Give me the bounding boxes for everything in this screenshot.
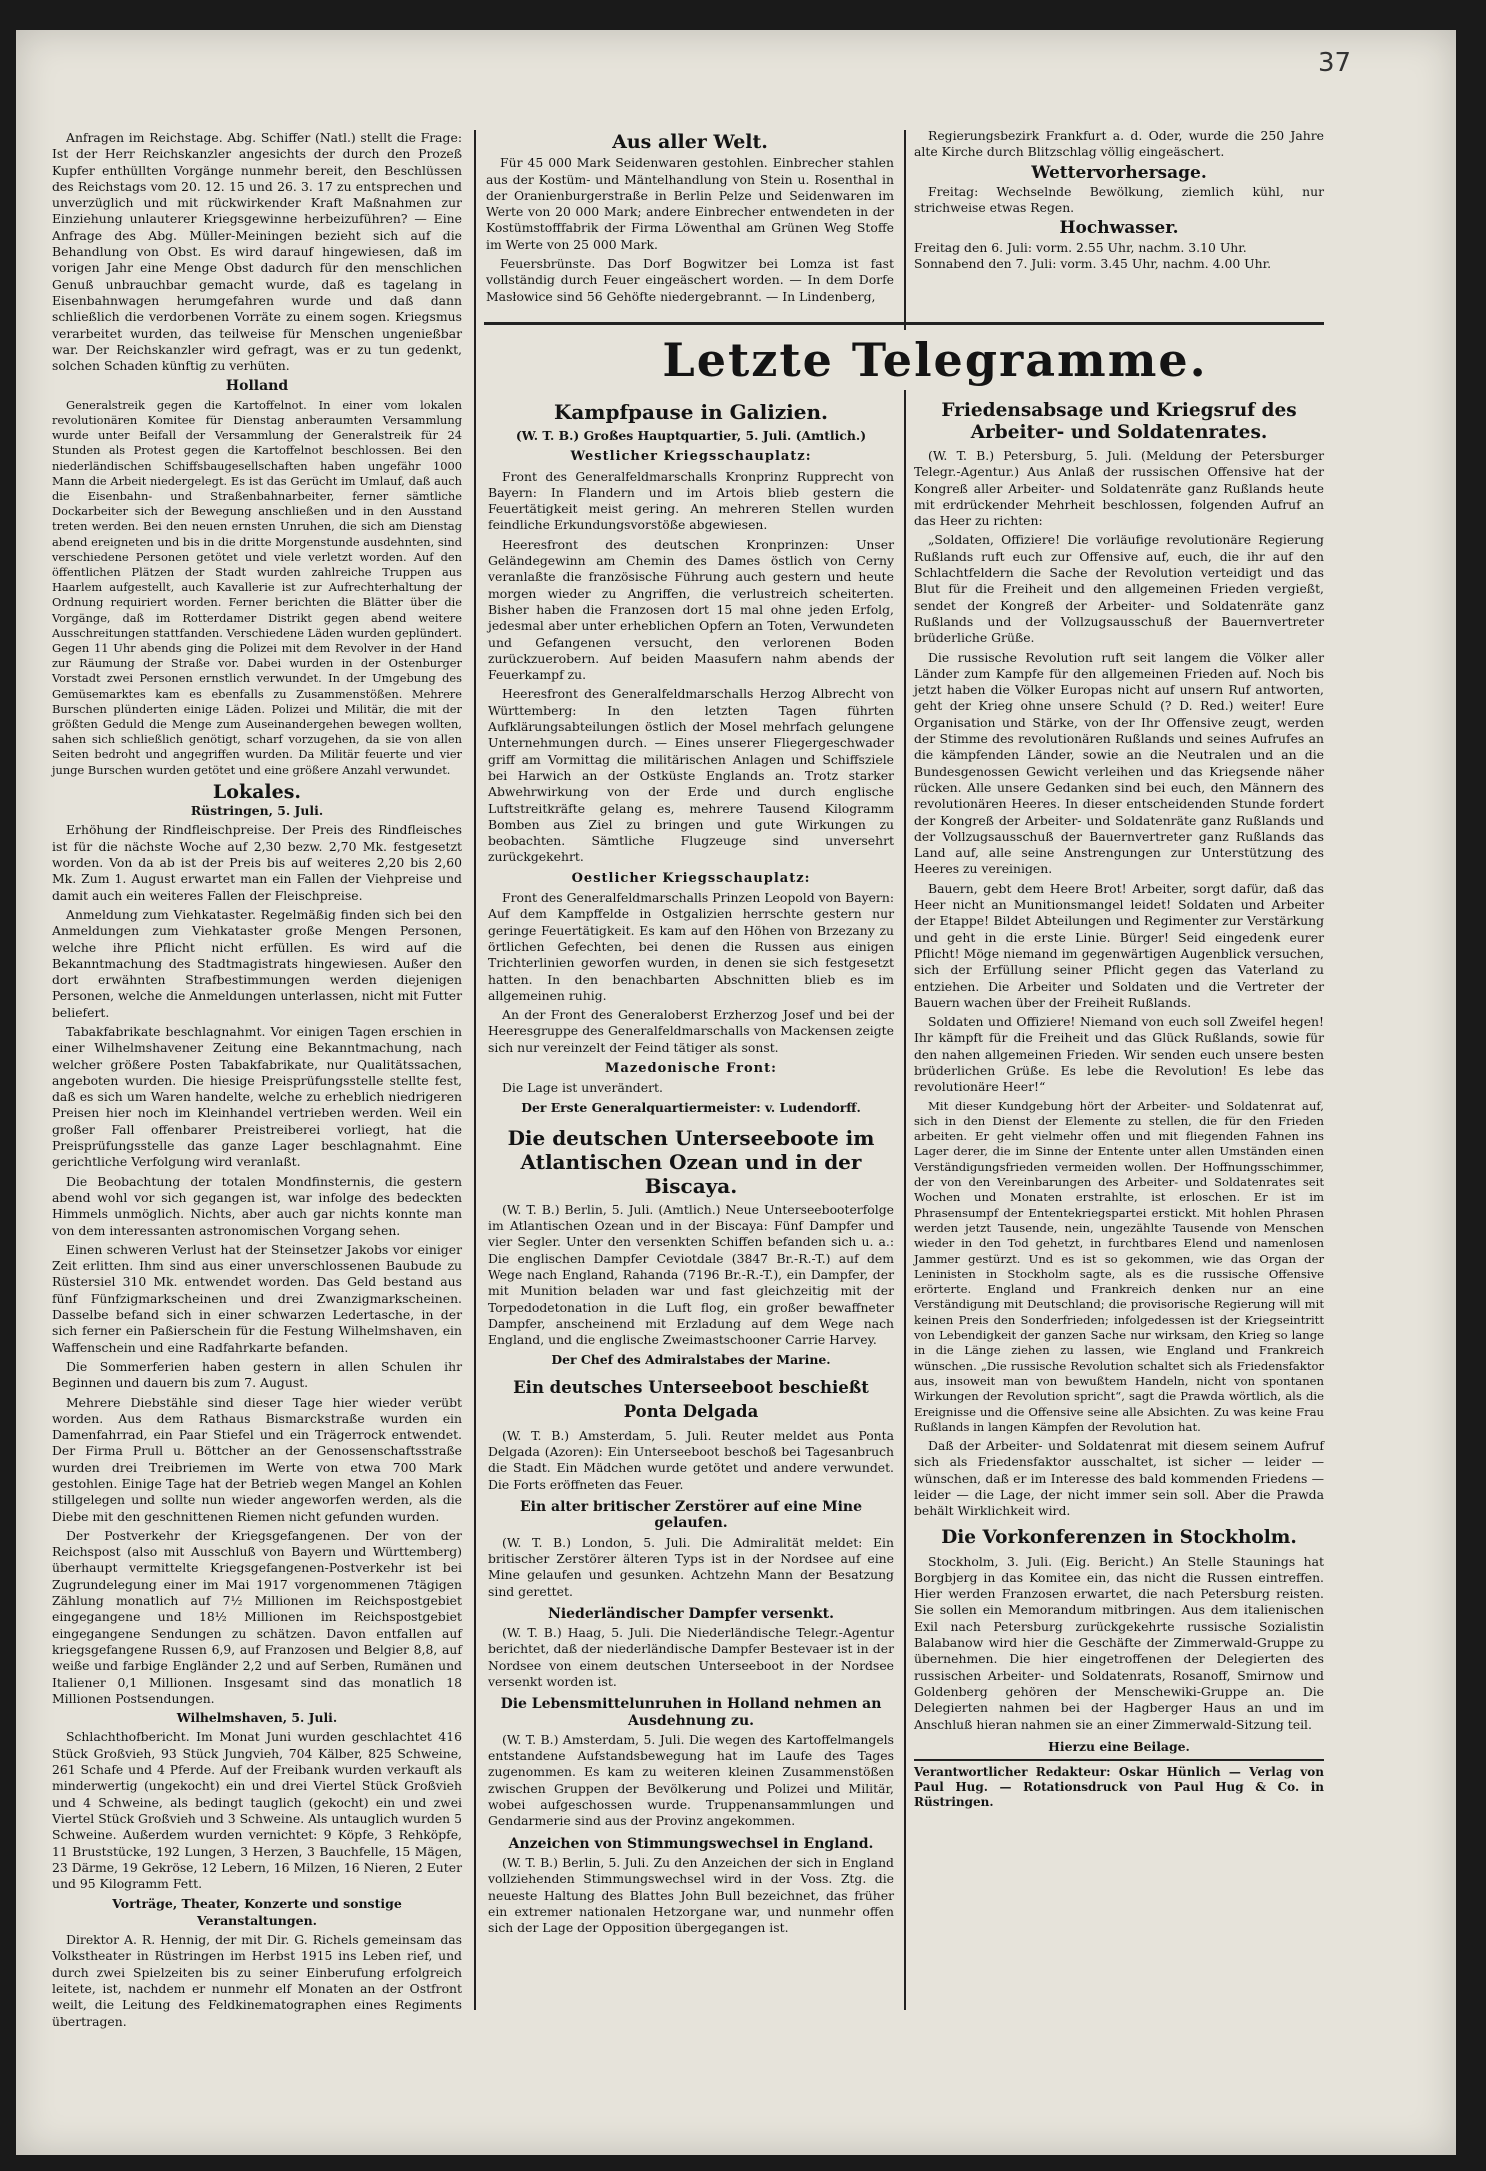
column-right-top	[914, 128, 1324, 272]
heading-ponta-delgada: Ein deutsches Unterseeboot beschießt Ponta Delgada	[513, 1377, 869, 1421]
heading-galizien: Kampfpause in Galizien.	[553, 400, 829, 424]
lokales-item: Einen schweren Verlust hat der Steinsetzer Jakobs vor einiger Zeit erlitten. Ihm sind aus einer unverschlossenen Baubude zu Rüstersiel 310 Mk. entwendet worden. Das Geld bestand aus fünf Fünfzigmarkscheinen und drei Zwanzigmarkscheinen. Dasselbe befand sich in einer schwarzen Ledertasche, in der sich ferner ein Paßierschein für die Festung Wilhelmshaven, ein Waffenschein und eine Radfahrkarte befanden.	[52, 1241, 462, 1355]
lokales-item: Die Sommerferien haben gestern in allen Schulen ihr Beginnen und dauern bis zum 7. August.	[52, 1358, 462, 1391]
page-number: 37	[1318, 48, 1352, 78]
heading-ost: Oestlicher Kriegsschauplatz:	[571, 870, 811, 886]
flood-time: Freitag den 6. Juli: vorm. 2.55 Uhr, nachm. 3.10 Uhr.	[914, 239, 1247, 255]
lokales-item: Anmeldung zum Viehkataster. Regelmäßig finden sich bei den Anmeldungen zum Viehkataster große Mengen Personen, welche ihre Pflicht nicht erfüllen. Es wird auf die Bekanntmachung des Stadtmagistrats hingewiesen. Außer den dort erwähnten Strafbestimmungen werden diejenigen Personen, welche die Anmeldungen unterlassen, nicht mit Futter beliefert.	[52, 906, 462, 1020]
article-seidenwaren: Für 45 000 Mark Seidenwaren gestohlen. Einbrecher stahlen aus der Kostüm- und Mäntelhandlung von Stein u. Rosenthal in der Oranienburgerstraße in Berlin Pelze und Seidenwaren im Werte von 20 000 Mark; andere Einbrecher entwendeten in der Kostümstofffabrik der Firma Löwenthal am Grünen Weg Stoffe im Werte von 25 000 Mark.	[486, 155, 894, 252]
report-dampfer: (W. T. B.) Haag, 5. Juli. Die Niederländische Telegr.-Agentur berichtet, daß der niederländische Dampfer Bestevaer ist in der Nordsee von einem deutschen Unterseeboot in der Nordsee versenkt worden ist.	[488, 1625, 894, 1689]
heading-stockholm: Die Vorkonferenzen in Stockholm.	[941, 1526, 1297, 1548]
column-middle-top	[486, 130, 894, 308]
report-ost: An der Front des Generaloberst Erzherzog Josef und bei der Heeresgruppe des Generalfeldmarschalls von Mackensen zeigte sich nur vereinzelt der Feind tätiger als sonst.	[488, 1007, 894, 1055]
telegram-top-rule	[484, 322, 1324, 325]
article-friedensabsage: Die russische Revolution ruft seit langem die Völker aller Länder zum Kampfe für den allgemeinen Frieden auf. Noch bis jetzt haben die Völker Europas nicht auf unsern Ruf antworten, geht der Krieg ohne unsere Schuld (? D. Red.) weiter! Eure Organisation und Stärke, von der Ihr Offensive zeugt, werden der Stimme des revolutionären Rußlands und seines Aufrufes an die kämpfenden Länder, sowie an die Neutralen und an die Bundesgenossen Gewicht verleihen und das Kriegsende näher rücken. Alle unsere Gedanken sind bei euch, den Männern des revolutionären Heeres. In dieser entscheidenden Stunde fordert der Kongreß der Arbeiter- und Soldatenräte ganz Rußlands und der Vollzugsausschuß der Bauernvertreter ganz Rußlands das Land auf, alle seine Anstrengungen zur Unterstützung des Heeres zu vereinigen.	[914, 649, 1324, 877]
report-lebensmittel: (W. T. B.) Amsterdam, 5. Juli. Die wegen des Kartoffelmangels entstandene Aufstandsbewegung hat im Laufe des Tages zugenommen. Es kam zu weiteren kleinen Zusammenstößen zwischen Gruppen der Bevölkerung und Polizei und Militär, wobei aufgeschossen wurde. Truppenansammlungen und Gendarmerie sind aus der Provinz angekommen.	[488, 1731, 894, 1829]
article-holland: Generalstreik gegen die Kartoffelnot. In einer vom lokalen revolutionären Komitee für Dienstag anberaumten Versammlung wurde unter Beifall der Versammlung der Generalstreik für 24 Stunden als Protest gegen die Kartoffelnot beschlossen. Bei den niederländischen Schiffsbaugesellschaften haben ungefähr 1000 Mann die Arbeit niedergelegt. Es ist das Gerücht im Umlauf, daß auch die Eisenbahn- und Straßenbahnarbeiter, ferner sämtliche Dockarbeiter sich der Bewegung anschließen und in den Ausstand treten werden. Bei den neuen ernsten Unruhen, die sich am Dienstag abend ereigneten und bis in die dritte Morgenstunde ausdehnten, sind verschiedene Personen getötet und viele verletzt worden. Auf den öffentlichen Plätzen der Stadt wurden zahlreiche Truppen aus Haarlem aufgestellt, auch Kavallerie ist zur Aufrechterhaltung der Ordnung requiriert worden. Ferner berichten die Blätter über die Vorgänge, daß im Rotterdamer Distrikt gegen abend weitere Ausschreitungen stattfanden. Verschiedene Läden wurden geplündert. Gegen 11 Uhr abends ging die Polizei mit dem Revolver in der Hand zur Räumung der Straße vor. Dabei wurden in der Ostenburger Vorstadt zwei Personen ernstlich verwundet. In der Umgebung des Gemüsemarktes kam es ebenfalls zu Zusammenstößen. Mehrere Burschen plünderten einige Läden. Polizei und Militär, die mit der größten Geduld die Menge zum Auseinandergehen bewegen wollten, sahen sich schließlich genötigt, scharf vorzugehen, da sie von allen Seiten bedroht und angegriffen wurden. Da Militär feuerte und vier junge Burschen wurden getötet und eine größere Anzahl verwundet.	[52, 397, 462, 777]
lokales-item: Der Postverkehr der Kriegsgefangenen. Der von der Reichspost (also mit Ausschluß von Bayern und Württemberg) überhaupt vermittelte Kriegsgefangenen-Postverkehr ist bei Zugrundelegung einer im Mai 1917 vorgenommenen 7tägigen Zählung monatlich auf 7½ Millionen im Reichspostgebiet eingegangene und 18½ Millionen im Reichspostgebiet eingegangene Sendungen zu schätzen. Davon entfallen auf kriegsgefangene Russen 6,9, auf Franzosen und Belgier 8,8, auf weiße und farbige Engländer 2,2 und auf Serben, Rumänen und Italiener 0,1 Millionen. Insgesamt sind das monatlich 18 Millionen Postsendungen.	[52, 1527, 462, 1706]
report-mazedonien: Die Lage ist unverändert.	[502, 1080, 663, 1096]
article-feuersbruenste: Feuersbrünste. Das Dorf Bogwitzer bei Lomza ist fast vollständig durch Feuer eingeäschert worden. — In dem Dorfe Masłowice sind 56 Gehöfte niedergebrannt. — In Lindenberg,	[486, 256, 894, 304]
signature-admiralstab: Der Chef des Admiralstabes der Marine.	[551, 1351, 831, 1367]
article-friedensabsage: Soldaten und Offiziere! Niemand von euch soll Zweifel hegen! Ihr kämpft für die Freiheit und das Glück Rußlands, sowie für den nahen allgemeinen Frieden. Wir senden euch unsere besten brüderlichen Grüße. Es lebe die Revolution! Es lebe das revolutionäre Heer!“	[914, 1014, 1324, 1095]
lokales-item: Tabakfabrikate beschlagnahmt. Vor einigen Tagen erschien in einer Wilhelmshavener Zeitung eine Bekanntmachung, nach welcher größere Posten Tabakfabrikate, nur Qualitätssachen, angeboten wurden. Die hiesige Preisprüfungsstelle stellte fest, daß es sich um Waren handelte, welche zu erheblich niedrigeren Preisen hier noch im Kleinhandel vertrieben werden. Weil ein großer Fall offenbarer Preistreiberei vorliegt, hat die Preisprüfungsstelle das ganze Lager beschlagnahmt. Eine gerichtliche Verfolgung wird veranlaßt.	[52, 1023, 462, 1170]
article-friedensabsage: „Soldaten, Offiziere! Die vorläufige revolutionäre Regierung Rußlands ruft euch zur Offensive auf, euch, die ihr auf den Schlachtfeldern die Sache der Revolution verteidigt und das Blut für die Freiheit und den allgemeinen Frieden vergießt, sendet der Kongreß der Arbeiter- und Soldatenräte ganz Rußlands und der Vollzugsausschuß der Bauernvertreter brüderliche Grüße.	[914, 532, 1324, 646]
report-west: Front des Generalfeldmarschalls Kronprinz Rupprecht von Bayern: In Flandern und im Artois blieb gestern die Feuertätigkeit meist gering. An mehreren Stellen wurden feindliche Erkundungsvorstöße abgewiesen.	[488, 468, 894, 533]
flood-time: Sonnabend den 7. Juli: vorm. 3.45 Uhr, nachm. 4.00 Uhr.	[914, 256, 1272, 272]
heading-uboote: Die deutschen Unterseeboote im Atlantischen Ozean und in der Biscaya.	[507, 1125, 875, 1198]
notice-beilage: Hierzu eine Beilage.	[914, 1739, 1324, 1761]
heading-lebensmittel: Die Lebensmittelunruhen in Holland nehmen an Ausdehnung zu.	[500, 1696, 882, 1729]
report-zerstoerer: (W. T. B.) London, 5. Juli. Die Admiralität meldet: Ein britischer Zerstörer älteren Typs ist in der Nordsee auf eine Mine gelaufen und gesunken. Achtzehn Mann der Besatzung sind gerettet.	[488, 1534, 894, 1599]
heading-stimmungswechsel: Anzeichen von Stimmungswechsel in England.	[508, 1835, 874, 1852]
report-uboote: (W. T. B.) Berlin, 5. Juli. (Amtlich.) Neue Unterseebooterfolge im Atlantischen Ozean und in der Biscaya: Fünf Dampfer und vier Segler. Unter den versenkten Schiffen befanden sich u. a.: Die englischen Dampfer Ceviotdale (3847 Br.-R.-T.) auf dem Wege nach England, Rahanda (7196 Br.-R.-T.), ein Dampfer, der mit Munition beladen war und fast gleichzeitig mit der Torpedodetonation in die Luft flog, ein großer bewaffneter Dampfer, anscheinend mit Erzladung auf dem Wege nach England, und die englische Zweimastschooner Carrie Harvey.	[488, 1201, 894, 1348]
heading-zerstoerer: Ein alter britischer Zerstörer auf eine Mine gelaufen.	[519, 1499, 863, 1532]
heading-hochwasser: Hochwasser.	[1059, 218, 1179, 239]
article-friedensabsage: Bauern, gebt dem Heere Brot! Arbeiter, sorgt dafür, daß das Heer nicht an Munitionsmangel leidet! Soldaten und Arbeiter der Etappe! Bildet Abteilungen und Regimenter zur Verstärkung und geht in die erste Linie. Bürger! Seid eingedenk eurer Pflicht! Möge niemand im gegenwärtigen Augenblick versuchen, sich der Erfüllung seiner Pflicht gegen das Vaterland zu entziehen. Die Arbeiter und Soldaten und die Vertreter der Bauern wachen über der Freiheit Rußlands.	[914, 880, 1324, 1010]
signature-ludendorff: Der Erste Generalquartiermeister: v. Ludendorff.	[521, 1099, 861, 1115]
article-theater: Direktor A. R. Hennig, der mit Dir. G. Richels gemeinsam das Volkstheater in Rüstringen im Herbst 1915 ins Leben rief, und durch zwei Spielzeiten bis zu seiner Einberufung erfolgreich leitete, ist, nachdem er nunmehr elf Monaten an der Ostfront weilt, die Leitung des Feldkinematographen eines Regiments übertragen.	[52, 1932, 462, 2029]
report-ponta-delgada: (W. T. B.) Amsterdam, 5. Juli. Reuter meldet aus Ponta Delgada (Azoren): Ein Unterseeboot beschoß bei Tagesanbruch die Stadt. Ein Mädchen wurde getötet und andere verwundet. Die Forts eröffneten das Feuer.	[488, 1427, 894, 1492]
heading-aus-aller-welt: Aus aller Welt.	[612, 131, 768, 153]
heading-west: Westlicher Kriegsschauplatz:	[570, 449, 812, 465]
heading-holland: Holland	[225, 378, 289, 395]
article-stockholm: Stockholm, 3. Juli. (Eig. Bericht.) An Stelle Staunings hat Borgbjerg in das Komitee ein, das nicht die Russen eintreffen. Hier werden Franzosen erwartet, die nach Petersburg reisten. Sie sollen ein Memorandum mitbringen. Aus dem italienischen Exil nach Petersburg zurückgekehrte russische Sozialistin Balabanow wird hier die Geschäfte der Zimmerwald-Gruppe zu übernehmen. Die hier eingetroffenen der Delegierten des russischen Arbeiter- und Soldatenrats, Rosanoff, Smirnow und Goldenberg gehören der Menschewiki-Gruppe an. Die Delegierten nahmen bei der Hagberger Haus an und im Anschluß hieran nahmen sie an einer Zimmerwald-Sitzung teil.	[914, 1553, 1324, 1732]
column-left	[52, 130, 462, 2033]
column-rule	[904, 130, 906, 330]
heading-dampfer: Niederländischer Dampfer versenkt.	[548, 1605, 834, 1622]
article-friedensabsage: (W. T. B.) Petersburg, 5. Juli. (Meldung der Petersburger Telegr.-Agentur.) Aus Anlaß der russischen Offensive hat der Kongreß aller Arbeiter- und Soldatenräte ganz Rußlands heute mit erdrückender Mehrheit beschlossen, folgenden Aufruf an das Heer zu richten:	[914, 448, 1324, 529]
lokales-item: Die Beobachtung der totalen Mondfinsternis, die gestern abend wohl vor sich gegangen ist, war infolge des bedeckten Himmels unmöglich. Nichts, aber auch gar nichts konnte man von dem interessanten astronomischen Vorgang sehen.	[52, 1173, 462, 1238]
report-ost: Front des Generalfeldmarschalls Prinzen Leopold von Bayern: Auf dem Kampffelde in Ostgalizien herrschte gestern nur geringe Feuertätigkeit. Es kam auf den Höhen von Brzezany zu örtlichen Gefechten, bei denen die Russen aus einigen Trichterlinien geworfen wurden, in denen sie sich festgesetzt hatten. In den benachbarten Abschnitten blieb es im allgemeinen ruhig.	[488, 890, 894, 1003]
column-rule	[474, 130, 476, 2010]
heading-mazedonien: Mazedonische Front:	[605, 1060, 777, 1076]
weather-forecast: Freitag: Wechselnde Bewölkung, ziemlich kühl, nur strichweise etwas Regen.	[914, 183, 1324, 216]
imprint: Verantwortlicher Redakteur: Oskar Hünlich — Verlag von Paul Hug. — Rotationsdruck von Paul Hug & Co. in Rüstringen.	[914, 1765, 1324, 1810]
heading-friedensabsage: Friedensabsage und Kriegsruf des Arbeiter- und Soldatenrates.	[941, 400, 1297, 443]
article-kirche: Regierungsbezirk Frankfurt a. d. Oder, wurde die 250 Jahre alte Kirche durch Blitzschlag völlig eingeäschert.	[914, 128, 1324, 160]
article-schlachthof: Schlachthofbericht. Im Monat Juni wurden geschlachtet 416 Stück Großvieh, 93 Stück Jungvieh, 704 Kälber, 825 Schweine, 261 Schafe und 4 Pferde. Auf der Freibank wurden verkauft als minderwertig (ungekocht) ein und drei Viertel Stück Großvieh und 4 Schweine, als bedingt tauglich (gekocht) ein und zwei Viertel Stück Großvieh und 3 Schweine. Als untauglich wurden 5 Schweine. Außerdem wurden vernichtet: 9 Köpfe, 3 Rehköpfe, 11 Bruststücke, 192 Lungen, 3 Herzen, 3 Bauchfelle, 15 Mägen, 23 Därme, 19 Gekröse, 12 Lebern, 16 Milzen, 16 Nieren, 2 Euter und 95 Kilogramm Fett.	[52, 1729, 462, 1892]
column-right	[914, 398, 1324, 1810]
report-stimmungswechsel: (W. T. B.) Berlin, 5. Juli. Zu den Anzeichen der sich in England vollziehenden Stimmungswechsel wird in der Voss. Ztg. die neueste Haltung des Blattes John Bull bezeichnet, das früher ein extremer nationalen Hetzorgane war, und nunmehr offen sich der Lage der Opposition übergegangen ist.	[488, 1854, 894, 1936]
dateline-ruestringen: Rüstringen, 5. Juli.	[190, 803, 324, 819]
heading-lokales: Lokales.	[212, 780, 302, 803]
heading-wettervorhersage: Wettervorhersage.	[1031, 162, 1207, 183]
report-west: Heeresfront des Generalfeldmarschalls Herzog Albrecht von Württemberg: In den letzten Tagen führten Aufklärungsabteilungen östlich der Mosel mehrfach gelungene Unternehmungen durch. — Eines unserer Fliegergeschwader griff am Vormittag die militärischen Anlagen und Schiffsziele bei Harwich an der Ostküste Englands an. Trotz starker Abwehrwirkung von der Erde und durch englische Luftstreitkräfte gelang es, mehrere Tausend Kilogramm Bomben aus Ziel zu bringen und gute Wirkungen zu beobachten. Sämtliche Flugzeuge sind unversehrt zurückgekehrt.	[488, 686, 894, 865]
heading-theater: Vorträge, Theater, Konzerte und sonstige Veranstaltungen.	[112, 1896, 402, 1928]
dateline-wilhelmshaven: Wilhelmshaven, 5. Juli.	[176, 1710, 338, 1726]
article-reichstag: Anfragen im Reichstage. Abg. Schiffer (Natl.) stellt die Frage: Ist der Herr Reichskanzler angesichts der durch den Prozeß Kupfer enthüllten Vorgänge nunmehr bereit, den Beschlüssen des Reichstags vom 20. 12. 15 und 26. 3. 17 zu entsprechen und unverzüglich und mit rückwirkender Kraft Maßnahmen zur Einziehung unlauterer Kriegsgewinne herbeizuführen? — Eine Anfrage des Abg. Müller-Meiningen bezieht sich auf die Behandlung von Obst. Es wird darauf hingewiesen, daß im vorigen Jahr eine Menge Obst dadurch für den menschlichen Genuß unbrauchbar gemacht wurde, daß es tagelang in Eisenbahnwagen herumgefahren wurde und daß dann schließlich die verdorbenen Vorräte zu einem sogen. Kriegsmus verarbeitet wurden, das teilweise für Menschen ungenießbar war. Der Reichskanzler wird gefragt, was er zu tun gedenkt, solchen Schaden künftig zu verhüten.	[52, 130, 462, 374]
column-rule	[904, 390, 906, 2010]
column-middle	[488, 398, 894, 1939]
article-friedensabsage: Daß der Arbeiter- und Soldatenrat mit diesem seinem Aufruf sich als Friedensfaktor ausschaltet, ist sicher — leider — wünschen, daß er im Interesse des bald kommenden Friedens — leider — die Lage, der nicht immer sein soll. Aber die Prawda behält Wirklichkeit wird.	[914, 1438, 1324, 1519]
lokales-item: Erhöhung der Rindfleischpreise. Der Preis des Rindfleisches ist für die nächste Woche auf 2,30 bezw. 2,70 Mk. festgesetzt worden. Von da ab ist der Preis bis auf weiteres 2,20 bis 2,60 Mk. Zum 1. August erwartet man ein Fallen der Viehpreise und damit auch ein weiteres Fallen der Fleischpreise.	[52, 822, 462, 903]
dateline-galizien: (W. T. B.) Großes Hauptquartier, 5. Juli. (Amtlich.)	[515, 428, 867, 443]
lokales-item: Mehrere Diebstähle sind dieser Tage hier wieder verübt worden. Aus dem Rathaus Bismarckstraße wurden ein Damenfahrrad, ein Paar Stiefel und ein Trägerrock entwendet. Der Firma Prull u. Böttcher an der Genossenschaftsstraße wurden drei Treibriemen im Werte von etwa 700 Mark gestohlen. Einige Tage hat der Betrieb wegen Mangel an Kohlen stillgelegen und sollte nun wieder angeworfen werden, als die Diebe mit den geschnittenen Riemen nicht gefunden wurden.	[52, 1394, 462, 1524]
heading-letzte-telegramme: Letzte Telegramme.	[662, 333, 1208, 387]
report-west: Heeresfront des deutschen Kronprinzen: Unser Geländegewinn am Chemin des Dames östlich von Cerny veranlaßte die französische Führung auch gestern und heute morgen wieder zu Angriffen, die verlustreich scheiterten. Bisher haben die Franzosen dort 15 mal ohne jeden Erfolg, jedesmal aber unter erheblichen Opfern an Toten, Verwundeten und Gefangenen versucht, den verlorenen Boden zurückzuerobern. Auf beiden Maasufern nahm abends der Feuerkampf zu.	[488, 536, 894, 683]
article-friedensabsage: Mit dieser Kundgebung hört der Arbeiter- und Soldatenrat auf, sich in den Dienst der Elemente zu stellen, die für den Frieden arbeiten. Er geht vielmehr offen und mit fliegenden Fahnen ins Lager derer, die im Sinne der Entente unter allen Umständen einen Verständigungsfrieden vermeiden wollen. Der Hoffnungsschimmer, der von den Vereinbarungen des Arbeiter- und Soldatenrates seit Wochen und Monaten erstrahlte, ist erloschen. Er ist im Phrasensumpf der Ententekriegspartei erstickt. Mit hohlen Phrasen werden jetzt Tausende, nein, ungezählte Tausende von Menschen wieder in den Tod gehetzt, in furchtbares Elend und namenlosen Jammer gestürzt. Und es ist so gekommen, wie das Organ der Leninisten in Stockholm sagte, als es die russische Offensive erörterte. England und Frankreich denken nur an eine Verständigung mit Deutschland; die provisorische Regierung will mit keinen Preis den Sonderfrieden; infolgedessen ist der Kriegseintritt von Lebendigkeit der ganzen Sache nur wirksam, den Krieg so lange in die Länge ziehen zu lassen, wie England und Frankreich wünschen. „Die russische Revolution schaltet sich als Friedensfaktor aus, insoweit man von bewußtem Handeln, nicht von spontanen Wirkungen der Revolution spricht“, sagt die Prawda wörtlich, als die Ereignisse und die Offensive seine alle Absichten. Zu was keine Frau Rußlands in langen Kämpfen der Revolution hat.	[914, 1098, 1324, 1434]
